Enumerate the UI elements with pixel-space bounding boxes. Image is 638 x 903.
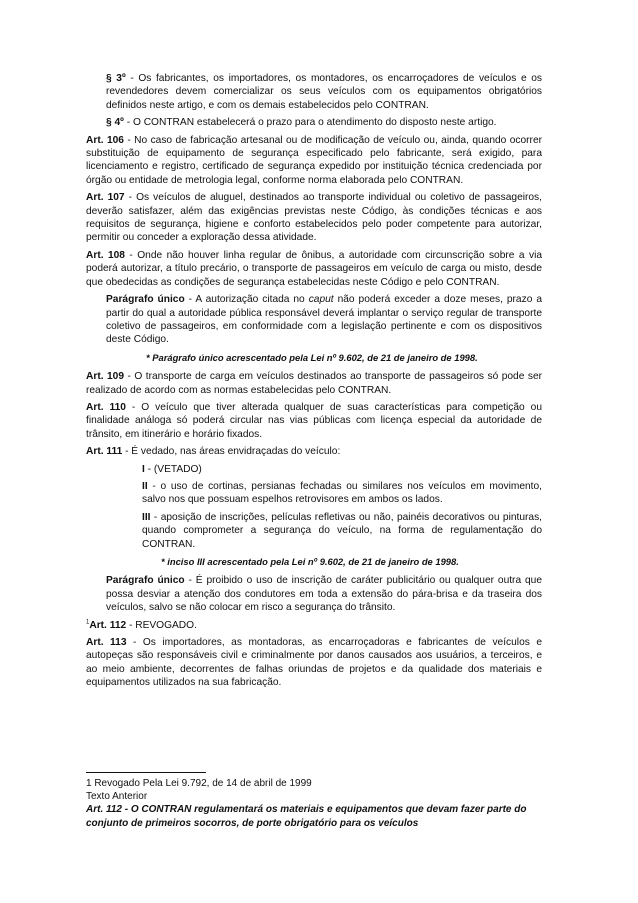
article-108 <box>86 249 542 289</box>
article-text: - Os veículos de aluguel, destinados ao transporte individual ou coletivo de passageiros, deverão satisfazer, além das exigências previstas neste Código, às condições técnicas e aos requisitos de segurança, higiene e conforto estabelecidos pelo poder competente para autorizar, permitir ou conceder a exploração dessa atividade. <box>86 192 542 244</box>
inciso-i <box>142 463 542 476</box>
article-111 <box>86 445 542 458</box>
paragraph-4 <box>106 116 542 129</box>
article-text: - No caso de fabricação artesanal ou de modificação de veículo ou, ainda, quando ocorrer substituição de equipamento de segurança especificado pelo fabricante, será exigido, para licenciamento e registro, certificado de segurança expedido por instituição técnica credenciada por órgão ou entidade de metrologia legal, conforme norma elaborada pelo CONTRAN. <box>86 134 543 186</box>
article-112 <box>86 619 542 632</box>
article-text: - REVOGADO. <box>126 619 197 631</box>
paragraph-3 <box>106 72 542 112</box>
amendment-note: * Parágrafo único acrescentado pela Lei nº 9.602, de 21 de janeiro de 1998. <box>146 351 478 363</box>
article-label: Art. 112 <box>89 619 127 631</box>
paragraph-label: § 4º <box>106 117 124 129</box>
paragraph-text: - É proibido o uso de inscrição de caráter publicitário ou qualquer outra que possa desviar a atenção dos condutores em toda a extensão do pára-brisa e da traseira dos veículos, salvo se não colocar em risco a segurança do trânsito. <box>106 575 543 614</box>
article-label: Art. 111 <box>86 446 123 458</box>
article-text: - O transporte de carga em veículos destinados ao transporte de passageiros só pode ser realizado de acordo com as normas estabelecidas pelo CONTRAN. <box>86 371 543 396</box>
article-label: Art. 107 <box>86 192 125 204</box>
article-109 <box>86 370 542 397</box>
article-label: Art. 110 <box>86 401 126 413</box>
inciso-label: I <box>142 463 145 475</box>
article-label: Art. 106 <box>86 134 124 146</box>
article-label: Art. 109 <box>86 371 125 383</box>
footnote-previous-text: Art. 112 - O CONTRAN regulamentará os materiais e equipamentos que devam fazer parte do conjunto de primeiros socorros, de porte obrigatório para os veículos <box>86 804 527 829</box>
footnote-line: 1 Revogado Pela Lei 9.792, de 14 de abril de 1999 <box>86 778 312 789</box>
inciso-text: - aposição de inscrições, películas refletivas ou não, painéis decorativos ou pinturas, quando comprometer a segurança do veículo, na forma de regulamentação do CONTRAN. <box>142 511 542 550</box>
paragrafo-unico-108 <box>106 293 542 347</box>
inciso-text: - o uso de cortinas, persianas fechadas ou similares nos veículos em movimento, salvo nos que possuam espelhos retrovisores em ambos os lados. <box>142 480 542 506</box>
inciso-ii <box>142 480 542 507</box>
footnote-divider <box>86 772 206 773</box>
article-label: Art. 113 <box>86 637 127 649</box>
paragraph-label: Parágrafo único <box>106 575 185 587</box>
paragraph-text: - O CONTRAN estabelecerá o prazo para o atendimento do disposto neste artigo. <box>123 117 497 129</box>
inciso-text: - (VETADO) <box>144 463 202 475</box>
article-text: - É vedado, nas áreas envidraçadas do veículo: <box>122 446 341 458</box>
inciso-iii <box>142 511 542 551</box>
article-110 <box>86 401 542 441</box>
footnote <box>86 777 542 830</box>
article-text: - Onde não houver linha regular de ônibus, a autoridade com circunscrição sobre a via poderá autorizar, a título precário, o transporte de passageiros em veículo de carga ou misto, desde que obedecidas as condições de segurança estabelecidas neste Código e pelo CONTRAN. <box>86 249 543 288</box>
paragraph-text: não poderá exceder a doze meses, prazo a partir do qual a autoridade pública responsável deverá implantar o serviço regular de transporte coletivo de passageiros, em conformidade com a legislação pertinente e com os dispositivos deste Código. <box>106 294 542 346</box>
paragraph-text: - Os fabricantes, os importadores, os montadores, os encarroçadores de veículos e os revendedores devem comercializar os seus veículos com os equipamentos obrigatórios definidos neste artigo, e com os demais estabelecidos pelo CONTRAN. <box>106 73 542 111</box>
article-text: - O veículo que tiver alterada qualquer de suas características para competição ou finalidade análoga só poderá circular nas vias públicas com licença especial da autoridade de trânsito, em itinerário e horário fixados. <box>86 401 542 440</box>
article-label: Art. 108 <box>86 249 125 261</box>
article-106 <box>86 134 542 188</box>
document-body <box>86 72 542 694</box>
inciso-label: II <box>142 480 148 492</box>
inciso-label: III <box>142 511 151 523</box>
footnote-marker[interactable]: 1 <box>86 619 90 626</box>
article-113 <box>86 636 542 690</box>
paragraph-label: § 3º <box>106 73 126 84</box>
paragrafo-unico-111 <box>106 574 542 614</box>
article-107 <box>86 191 542 245</box>
footnote-line: Texto Anterior <box>86 791 148 803</box>
article-text: - Os importadores, as montadoras, as encarroçadoras e fabricantes de veículos e autopeças são responsáveis civil e criminalmente por danos causados aos usuários, a terceiros, e ao meio ambiente, decorrentes de falhas oriundas de projetos e da qualidade dos materiais e equipamentos utilizados na sua fabricação. <box>86 637 542 689</box>
amendment-note: * inciso III acrescentado pela Lei nº 9.602, de 21 de janeiro de 1998. <box>161 556 459 567</box>
paragraph-text: - A autorização citada no <box>184 294 309 306</box>
caput-term: caput <box>308 294 334 306</box>
paragraph-label: Parágrafo único <box>106 294 185 306</box>
